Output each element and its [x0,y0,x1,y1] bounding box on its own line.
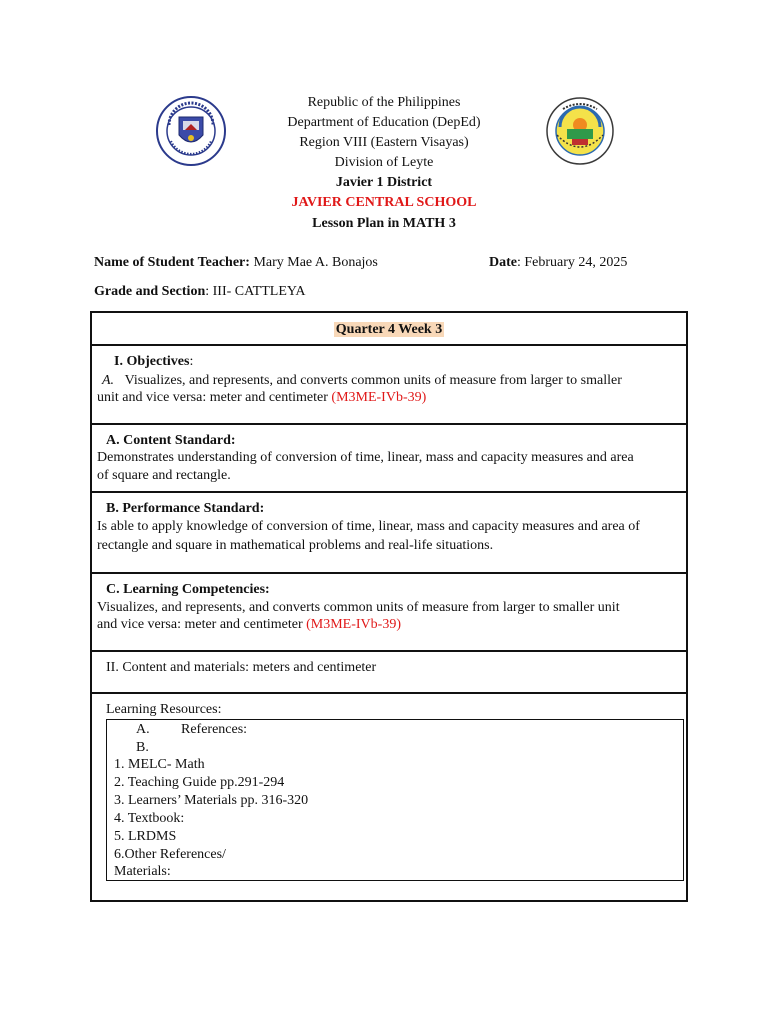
objective-a-text-2: unit and vice versa: meter and centimeter [97,390,332,405]
performance-standard-text-1: Is able to apply knowledge of conversion of time, linear, mass and capacity measures and area of [97,519,640,534]
header-region: Region VIII (Eastern Visayas) [299,135,469,150]
reference-item: 2. Teaching Guide pp.291-294 [114,775,285,790]
header-department: Department of Education (DepEd) [287,115,481,130]
reference-item: 4. Textbook: [114,811,185,826]
competencies-text-1: Visualizes, and represents, and converts common units of measure from larger to smaller unit [97,600,620,615]
reference-item: 1. MELC- Math [114,757,205,772]
references-box [106,719,684,881]
content-standard-text-1: Demonstrates understanding of conversion of time, linear, mass and capacity measures and area [97,450,634,465]
header-district: Javier 1 District [335,175,433,190]
teacher-field [94,254,378,272]
ref-a-text: References: [181,722,248,737]
date-field [489,254,627,272]
reference-item: 5. LRDMS [114,829,177,844]
reference-item: Materials: [114,864,171,879]
header-republic: Republic of the Philippines [307,95,461,110]
competencies-text-2: and vice versa: meter and centimeter [97,617,307,632]
competencies-line2 [97,616,401,634]
date-label: Date [489,255,517,270]
objectives-heading [114,353,193,371]
lesson-plan-table [90,311,688,902]
objective-code: (M3ME-IVb-39) [331,390,427,405]
content-standard-row [92,423,686,491]
competencies-row [92,572,686,650]
header-division: Division of Leyte [334,155,434,170]
content-standard-label: A. Content Standard: [106,433,236,448]
objective-a-marker: A. [102,373,115,388]
grade-value: : III- CATTLEYA [205,284,306,299]
teacher-label: Name of Student Teacher: [94,255,250,270]
content-standard-text-2: of square and rectangle. [97,468,231,483]
date-value: : February 24, 2025 [517,255,628,270]
learning-resources-label: Learning Resources: [106,702,222,717]
learning-resources-row [92,692,686,900]
quarter-label: Quarter 4 Week 3 [335,322,443,337]
teacher-value: Mary Mae A. Bonajos [249,255,378,270]
ref-a-marker: A. [136,722,150,737]
objective-a-line2 [97,389,426,407]
competencies-code: (M3ME-IVb-39) [306,617,401,632]
objectives-label: I. Objectives [114,354,190,369]
grade-label: Grade and Section [94,284,206,299]
competencies-label: C. Learning Competencies: [106,582,270,597]
objective-a-text-1: Visualizes, and represents, and converts common units of measure from larger to smaller [124,373,622,388]
content-materials-row [92,650,686,692]
performance-standard-row [92,491,686,572]
objectives-row [92,344,686,423]
reference-item: 3. Learners’ Materials pp. 316-320 [114,793,309,808]
performance-standard-label: B. Performance Standard: [106,501,265,516]
performance-standard-text-2: rectangle and square in mathematical problems and real-life situations. [97,538,494,553]
grade-field [94,283,306,301]
header-plan-title: Lesson Plan in MATH 3 [312,216,456,231]
quarter-row [92,321,686,339]
content-materials-text: II. Content and materials: meters and centimeter [106,660,377,675]
ref-b-marker: B. [136,740,149,755]
reference-item: 6.Other References/ [114,847,226,862]
objectives-colon: : [189,354,194,369]
header-school: JAVIER CENTRAL SCHOOL [291,195,477,210]
objective-a-line1 [102,372,622,390]
